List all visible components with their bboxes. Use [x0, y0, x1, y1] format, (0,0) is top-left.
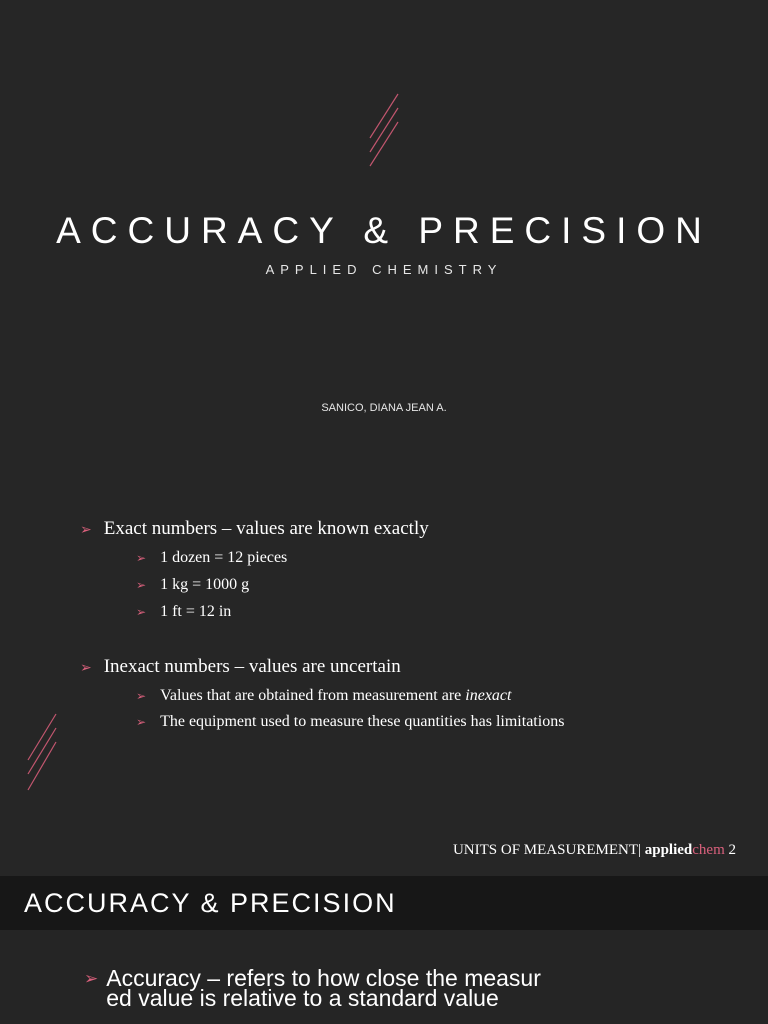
- bullet-heading: Inexact numbers – values are uncertain: [103, 656, 401, 677]
- arrowhead-bullet-icon: ➢: [136, 551, 147, 565]
- arrowhead-bullet-icon: ➢: [80, 522, 92, 538]
- banner-title: ACCURACY & PRECISION: [24, 888, 397, 918]
- footer-section: UNITS OF MEASUREMENT|: [452, 842, 641, 858]
- arrowhead-bullet-icon: ➢: [136, 605, 147, 619]
- diagonal-lines-decoration: [366, 92, 402, 170]
- list-item: [136, 710, 564, 733]
- bullet-text: Accuracy – refers to how close the measur ed value is relative to a standard value: [106, 965, 541, 1011]
- slide-footer: [453, 842, 736, 859]
- list-item: [136, 573, 249, 596]
- arrowhead-bullet-icon: ➢: [136, 715, 147, 729]
- slide-subtitle: APPLIED CHEMISTRY: [265, 262, 503, 277]
- list-item: [80, 518, 429, 540]
- bullet-text: 1 ft = 12 in: [160, 603, 232, 620]
- diagonal-lines-decoration: [26, 712, 60, 794]
- list-item: [136, 600, 231, 623]
- content-slide: [0, 876, 768, 1024]
- footer-brand-accent: chem: [692, 842, 725, 858]
- arrowhead-bullet-icon: ➢: [84, 969, 99, 989]
- slide-title: ACCURACY & PRECISION: [56, 210, 712, 251]
- bullet-heading: Exact numbers – values are known exactly: [103, 518, 429, 539]
- header-banner: [0, 876, 768, 930]
- title-slide: [0, 0, 768, 440]
- list-item: [136, 684, 511, 707]
- list-item: [80, 656, 401, 678]
- page-number: 2: [728, 842, 736, 858]
- bullet-text: Values that are obtained from measurement are inexact: [160, 687, 512, 704]
- list-item: [136, 546, 287, 569]
- arrowhead-bullet-icon: ➢: [136, 578, 147, 592]
- list-item: [84, 965, 684, 1011]
- bullet-text: 1 kg = 1000 g: [160, 576, 250, 593]
- content-slide: [0, 440, 768, 876]
- bullet-text: The equipment used to measure these quantities has limitations: [160, 713, 565, 730]
- arrowhead-bullet-icon: ➢: [136, 689, 147, 703]
- footer-brand-bold: applied: [644, 842, 693, 858]
- bullet-text: 1 dozen = 12 pieces: [160, 549, 288, 566]
- emphasis-text: inexact: [465, 687, 512, 704]
- arrowhead-bullet-icon: ➢: [80, 660, 92, 676]
- author-name: SANICO, DIANA JEAN A.: [321, 402, 447, 414]
